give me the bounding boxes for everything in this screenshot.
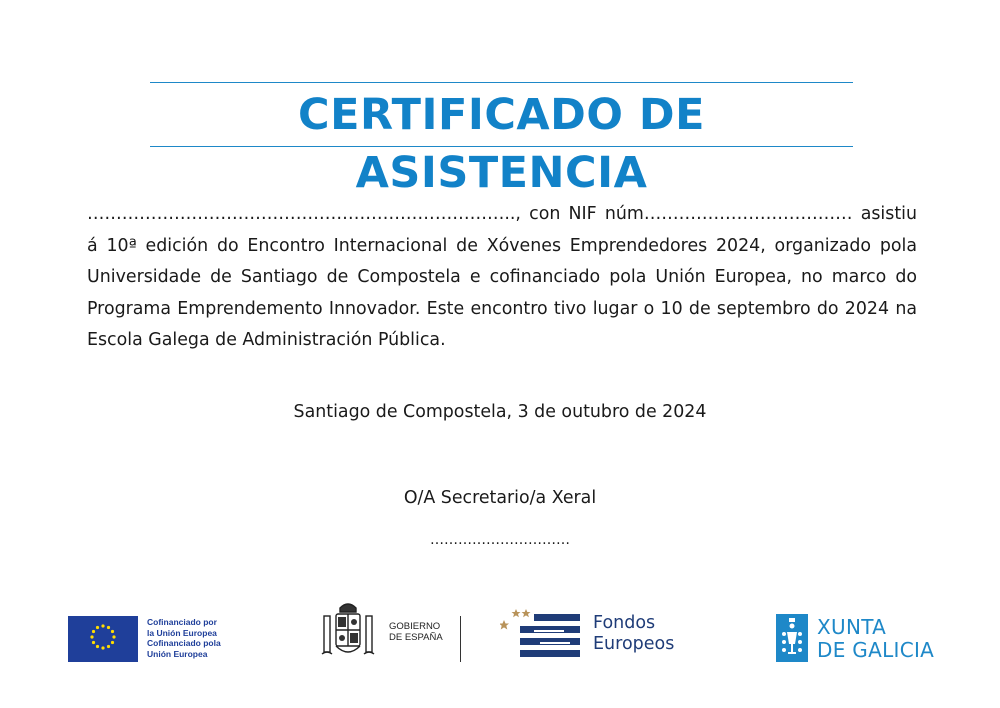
logo-strip bbox=[0, 596, 1000, 676]
signer-title: O/A Secretario/a Xeral bbox=[403, 488, 597, 508]
title-rule-top bbox=[150, 82, 853, 83]
fondos-europeos-icon bbox=[500, 604, 584, 664]
certificate-title: CERTIFICADO DE ASISTENCIA bbox=[298, 90, 705, 198]
eu-flag-icon bbox=[68, 616, 138, 662]
xunta-galicia-emblem-icon bbox=[776, 614, 808, 662]
signature-line: ………………………… bbox=[430, 532, 570, 548]
spain-coat-of-arms-icon bbox=[318, 600, 378, 664]
gobierno-espana-text: GOBIERNO DE ESPAÑA bbox=[389, 621, 443, 643]
logo-divider bbox=[460, 616, 461, 662]
eu-cofinanced-text: Cofinanciado por la Unión Europea Cofinanciado pola Unión Europea bbox=[147, 617, 221, 659]
place-and-date: Santiago de Compostela, 3 de outubro de 2024 bbox=[293, 402, 707, 422]
xunta-galicia-text: XUNTA DE GALICIA bbox=[817, 615, 935, 662]
title-rule-bottom bbox=[150, 146, 853, 147]
certificate-body: ……………………………………………………………….., con NIF núm……………………………… asistiu á 10ª edición do Encontro Internacional de Xóvenes Emprendedores 2024, organizado pola Universidade de Santiago de Compostela e cofinanciado pola Unión Europea, no marco do Programa Emprendemento Innovador. Este encontro tivo lugar o 10 de septembro do 2024 na Escola Galega de Administración Pública. bbox=[87, 204, 917, 350]
fondos-europeos-text: Fondos Europeos bbox=[593, 613, 675, 654]
